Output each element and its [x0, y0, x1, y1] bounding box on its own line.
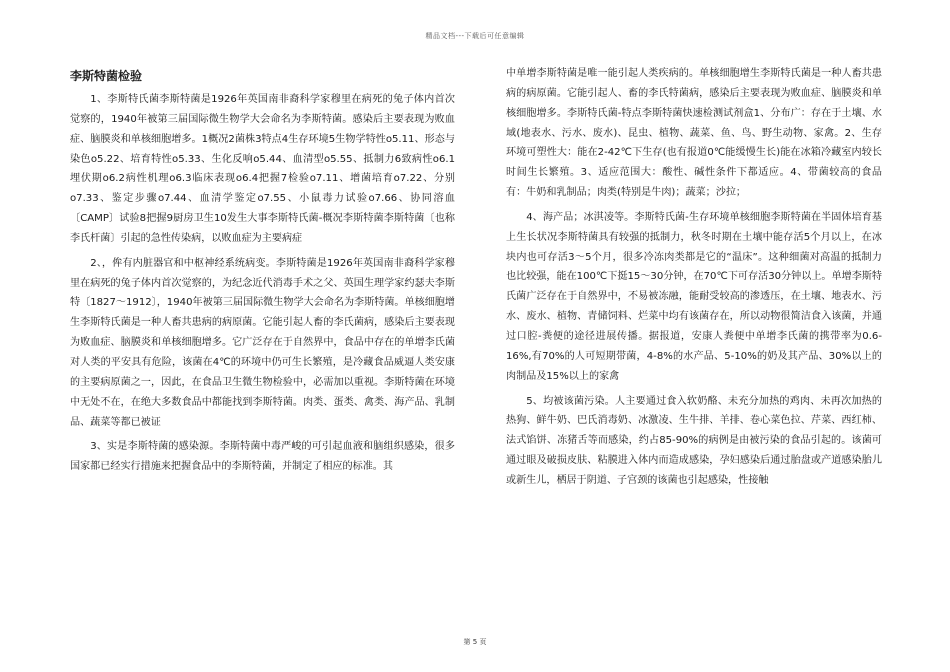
- paragraph-4: 4、海产品；冰淇凌等。李斯特氏菌-生存环境单核细胞李斯特菌在半固体培育基上生长状况李斯特菌具有较强的抵制力，秋冬时期在土壤中能存活5个月以上，在冰块内也可存活3～5个月，很多冷冻肉类都是它的“温床”。这种细菌对高温的抵制力也比较强，能在100℃下挺15～30分钟，在70℃下可存活30分钟以上。单增李斯特氏菌广泛存在于自然界中，不易被冻融，能耐受较高的渗透压，在土壤、地表水、污水、废水、植物、青储饲料、烂菜中均有该菌存在，所以动物很简洁食入该菌，并通过口腔-粪便的途径进展传播。据报道，安康人粪便中单增李氏菌的携带率为0.6-16%,有70%的人可短期带菌，4-8%的水产品、5-10%的奶及其产品、30%以上的肉制品及15%以上的家禽: [506, 211, 882, 382]
- paragraph-2: 2、，侔有内脏器官和中枢神经系统病变。李斯特菌是1926年英国南非裔科学家穆里在病死的兔子体内首次觉察的，为纪念近代消毒手术之父、英国生理学家约瑟夫李斯特〔1827～1912〕，1940年被第三届国际微生物学大会命名为李斯特菌。单核细胞增生李斯特氏菌是一种人畜共患病的病原菌。它能引起人畜的李氏菌病，感染后主要表现为败血症、脑膜炎和单核细胞增多。它广泛存在于自然界中，食品中存在的单增李氏菌对人类的平安具有危险，该菌在4℃的环境中仍可生长繁殖，是冷藏食品威逼人类安康的主要病原菌之一，因此，在食品卫生微生物检验中，必需加以重视。李斯特菌在环境中无处不在，在绝大多数食品中都能找到李斯特菌。肉类、蛋类、禽类、海产品、乳制品、蔬菜等都已被证: [70, 257, 455, 428]
- right-column: [506, 64, 882, 496]
- paragraph-3: 3、实是李斯特菌的感染源。李斯特菌中毒严峻的可引起血液和脑组织感染，很多国家都已经实行措施来把握食品中的李斯特菌，并制定了相应的标准。其: [70, 441, 455, 473]
- page-number: 第 5 页: [463, 638, 487, 646]
- paragraph-3-continued: 中单增李斯特菌是唯一能引起人类疾病的。单核细胞增生李斯特氏菌是一种人畜共患病的病原菌。它能引起人、畜的李氏特菌病，感染后主要表现为败血症、脑膜炎和单核细胞增多。李斯特氏菌-特点李斯特菌快速检测试剂盒1、分布广：存在于土壤、水域(地表水、污水、废水)、昆虫、植物、蔬菜、鱼、鸟、野生动物、家禽。2、生存环境可塑性大：能在2-42℃下生存(也有报道0℃能缓慢生长)能在冰箱冷藏室内较长时间生长繁殖。3、适应范围大：酸性、碱性条件下都适应。4、带菌较高的食品有：牛奶和乳制品；肉类(特别是牛肉)；蔬菜；沙拉；: [506, 68, 882, 199]
- paragraph-1: 1、李斯特氏菌李斯特菌是1926年英国南非裔科学家穆里在病死的兔子体内首次觉察的，1940年被第三届国际微生物学大会命名为李斯特菌。感染后主要表现为败血症、脑膜炎和单核细胞增多。1概况2菌株3特点4生存环境5生物学特性o5.11、形态与染色o5.22、培育特性o5.33、生化反响o5.44、血清型o5.55、抵制力6致病性o6.1埋伏期o6.2病性机理o6.3临床表现o6.4把握7检验o7.11、增菌培育o7.22、分别o7.33、鉴定步骤o7.44、血清学鉴定o7.55、小鼠毒力试验o7.66、协同溶血〔CAMP〕试验8把握9厨房卫生10发生大事李斯特氏菌-概况李斯特菌李斯特菌〔也称李氏杆菌〕引起的急性传染病，以败血症为主要病症: [70, 94, 455, 244]
- left-column: [70, 66, 455, 482]
- paragraph-5: 5、均被该菌污染。人主要通过食入软奶酪、未充分加热的鸡肉、未再次加热的热狗、鲜牛奶、巴氏消毒奶、冰激凌、生牛排、羊排、卷心菜色拉、芹菜、西红柿、法式馅饼、冻猪舌等而感染，约占85-90%的病例是由被污染的食品引起的。该菌可通过眼及破损皮肤、粘膜进入体内而造成感染，孕妇感染后通过胎盘或产道感染胎儿或新生儿，栖居于阴道、子宫颈的该菌也引起感染，性接触: [506, 395, 882, 486]
- page-header-note: 精品文档---下载后可任意编辑: [425, 32, 525, 40]
- document-title: 李斯特菌检验: [70, 69, 143, 83]
